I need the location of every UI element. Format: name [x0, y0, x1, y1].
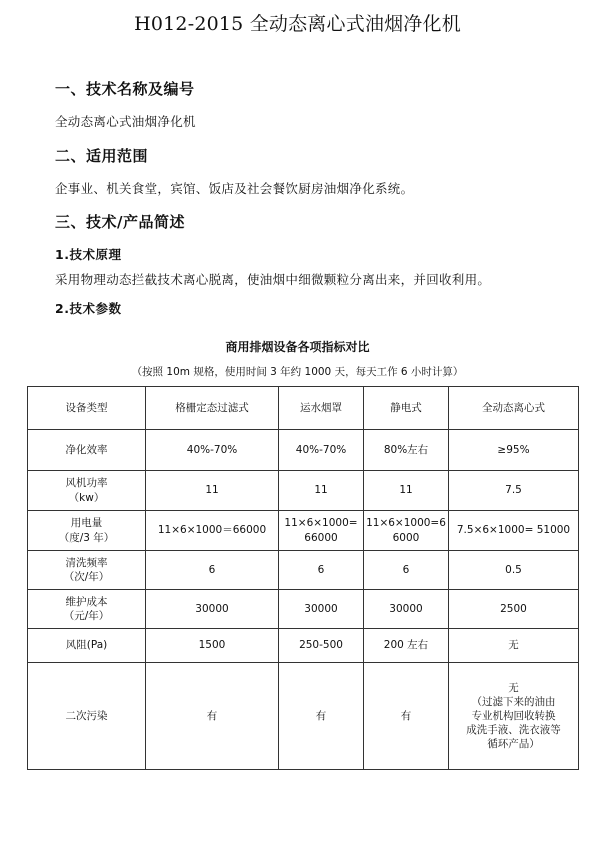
- table-row: [28, 551, 579, 590]
- table-cell: 11×6×1000=6 6000: [364, 511, 449, 551]
- table-cell: 11: [364, 471, 449, 511]
- table-caption: 商用排烟设备各项指标对比: [225, 340, 370, 354]
- table-cell: 6: [146, 551, 279, 590]
- section-1-text: 全动态离心式油烟净化机: [55, 114, 196, 129]
- subsection-1-heading: 1.技术原理: [55, 247, 122, 262]
- section-2-text: 企事业、机关食堂，宾馆、饭店及社会餐饮厨房油烟净化系统。: [55, 181, 414, 196]
- table-row: [28, 430, 579, 471]
- table-note: （按照 10m 规格，使用时间 3 年约 1000 天，每天工作 6 小时计算）: [131, 366, 464, 378]
- table-cell: 2500: [449, 590, 579, 629]
- table-cell: 0.5: [449, 551, 579, 590]
- table-cell: 40%-70%: [279, 430, 364, 471]
- table-cell: 11: [146, 471, 279, 511]
- table-cell: 无: [449, 629, 579, 663]
- table-cell: 7.5×6×1000= 51000: [449, 511, 579, 551]
- section-3-heading: 三、技术/产品简述: [55, 213, 185, 231]
- table-cell: 6: [279, 551, 364, 590]
- table-cell: 风机功率 （kw）: [28, 471, 146, 511]
- subsection-2-heading: 2.技术参数: [55, 301, 122, 316]
- table-cell: 清洗频率 （次/年）: [28, 551, 146, 590]
- table-cell: 11×6×1000＝66000: [146, 511, 279, 551]
- subsection-1-text: 采用物理动态拦截技术离心脱离，使油烟中细微颗粒分离出来，并回收利用。: [55, 272, 491, 287]
- document-title: H012-2015 全动态离心式油烟净化机: [134, 13, 461, 35]
- header-cell: 运水烟罩: [279, 387, 364, 430]
- table-cell: 用电量 （度/3 年）: [28, 511, 146, 551]
- table-cell: 无 （过滤下来的油由 专业机构回收转换 成洗手液、洗衣液等 循环产品）: [449, 663, 579, 770]
- table-row: [28, 511, 579, 551]
- table-cell: 30000: [279, 590, 364, 629]
- table-row: [28, 663, 579, 770]
- table-cell: 有: [146, 663, 279, 770]
- table-cell: 80%左右: [364, 430, 449, 471]
- table-cell: 7.5: [449, 471, 579, 511]
- header-cell: 设备类型: [28, 387, 146, 430]
- table-cell: 11: [279, 471, 364, 511]
- table-cell: 有: [279, 663, 364, 770]
- section-1-heading: 一、技术名称及编号: [55, 80, 195, 98]
- header-cell: 静电式: [364, 387, 449, 430]
- table-cell: 维护成本 （元/年）: [28, 590, 146, 629]
- table-cell: 30000: [364, 590, 449, 629]
- table-cell: 二次污染: [28, 663, 146, 770]
- table-cell: 1500: [146, 629, 279, 663]
- table-cell: ≥95%: [449, 430, 579, 471]
- table-row: [28, 590, 579, 629]
- header-cell: 格栅定态过滤式: [146, 387, 279, 430]
- table-row: [28, 471, 579, 511]
- section-2-heading: 二、适用范围: [55, 147, 149, 165]
- header-cell: 全动态离心式: [449, 387, 579, 430]
- table-cell: 40%-70%: [146, 430, 279, 471]
- table-cell: 6: [364, 551, 449, 590]
- table-cell: 250-500: [279, 629, 364, 663]
- table-cell: 风阻(Pa): [28, 629, 146, 663]
- table-cell: 净化效率: [28, 430, 146, 471]
- table-cell: 11×6×1000= 66000: [279, 511, 364, 551]
- table-cell: 30000: [146, 590, 279, 629]
- table-row: [28, 629, 579, 663]
- table-cell: 有: [364, 663, 449, 770]
- table-header-row: [28, 387, 579, 430]
- comparison-table: [27, 386, 579, 770]
- table-cell: 200 左右: [364, 629, 449, 663]
